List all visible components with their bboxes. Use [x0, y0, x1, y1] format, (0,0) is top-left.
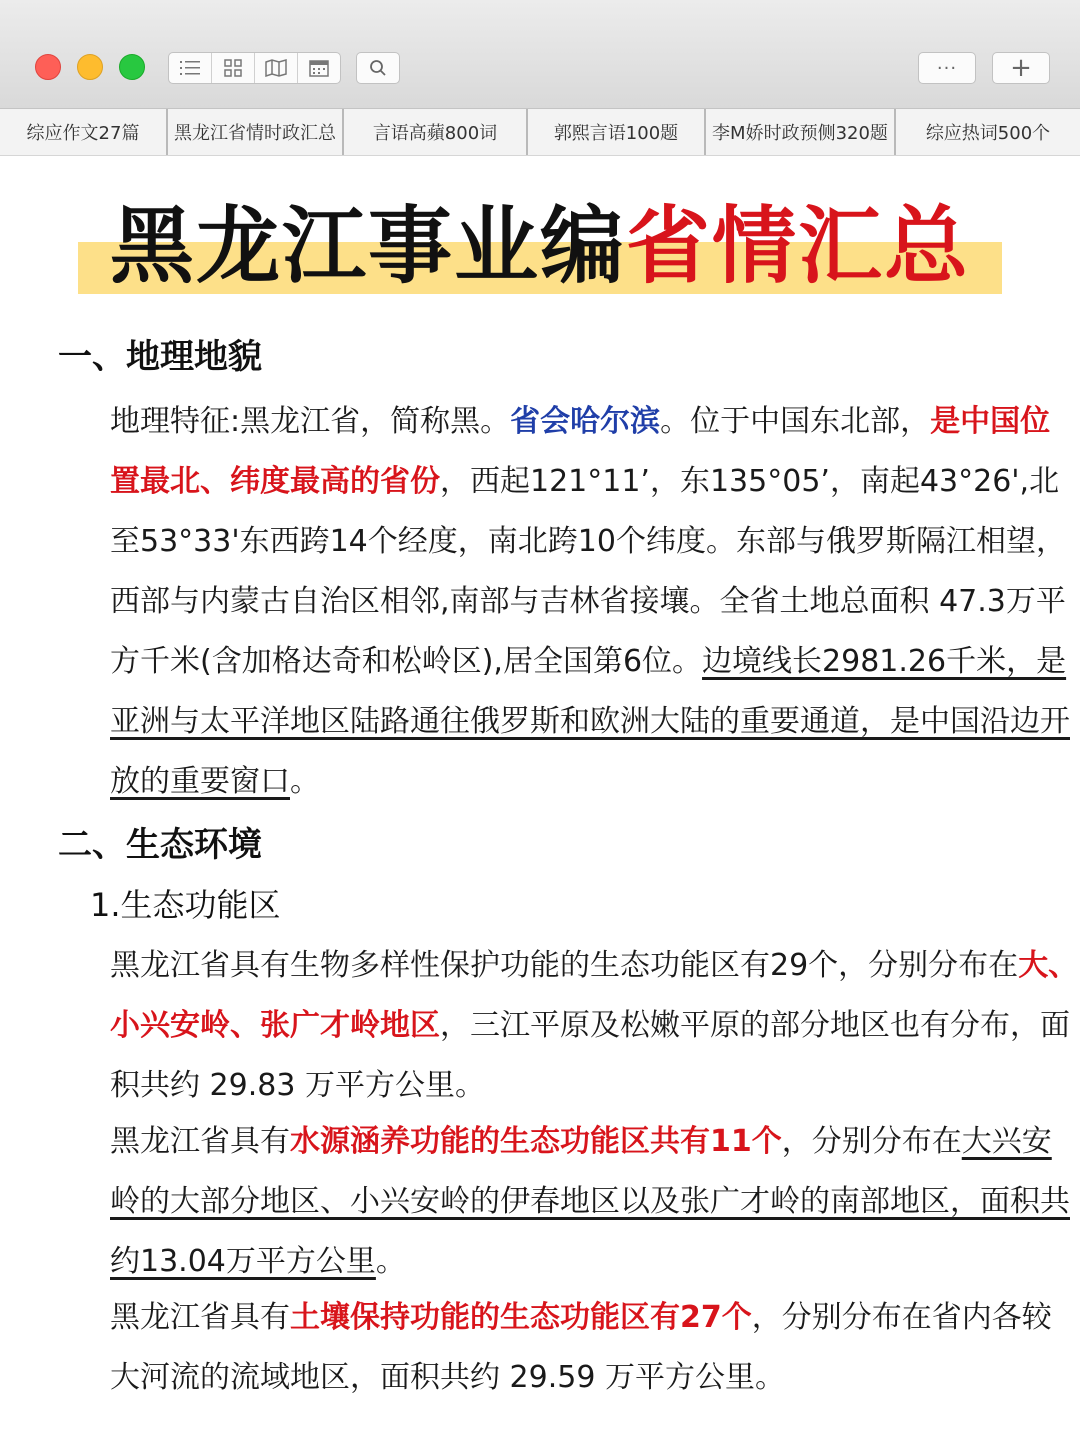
- list-icon: [180, 60, 200, 76]
- text-run: 黑龙江省具有生物多样性保护功能的生态功能区有29个，分别分布在: [110, 948, 1019, 983]
- section1-paragraph: [58, 392, 1080, 812]
- tab-essay[interactable]: 综应作文27篇: [0, 109, 168, 155]
- section1-heading: 一、地理地貌: [58, 337, 262, 377]
- text-run: 地理特征:黑龙江省，简称黑。: [110, 404, 511, 439]
- tab-bar: [0, 109, 1080, 156]
- search-icon: [369, 59, 387, 77]
- text-run: 。: [375, 1244, 406, 1279]
- text-run: ，分别分布在: [781, 1124, 962, 1159]
- grid-icon: [224, 59, 242, 77]
- window-titlebar: [0, 0, 1080, 109]
- text-run: ，分别分布在省内各较大河流的流域地区，面积共约 29.59 万平方公里。: [110, 1300, 1052, 1395]
- text-run: 。: [290, 764, 320, 799]
- text-run: 黑龙江省具有: [110, 1124, 290, 1159]
- northernmost-highlight: 是中国位置最北、纬度最高的省份: [110, 404, 1051, 499]
- tab-current-affairs[interactable]: 李M娇时政预侧320题: [706, 109, 896, 155]
- title-red-part: 省情汇总: [626, 196, 971, 295]
- soil-paragraph: [58, 1288, 1080, 1408]
- tab-hot-words[interactable]: 综应热词500个: [925, 123, 1051, 144]
- search-button[interactable]: [356, 52, 400, 84]
- border-underline: 边境线长2981.26千米，是亚洲与太平洋地区陆路通往俄罗斯和欧洲大陆的重要通道，是中国沿边开放的重要窗口: [110, 644, 1070, 799]
- tab-provincial-summary[interactable]: 黑龙江省情时政汇总: [168, 109, 344, 155]
- more-button[interactable]: ···: [918, 52, 976, 84]
- page-title: [78, 198, 1002, 296]
- add-button[interactable]: +: [992, 52, 1050, 84]
- list-view-button[interactable]: [169, 53, 212, 83]
- capital-highlight: 省会哈尔滨: [510, 404, 661, 439]
- text-run: ，西起121°11’，东135°05’，南起43°26',北至53°33'东西跨14个经度，南北跨10个纬度。东部与俄罗斯隔江相望，西部与内蒙古自治区相邻,南部与吉林省接壤。全省土地总面积 47.3万平方千米(含加格达奇和松岭区),居全国第6位。: [110, 464, 1066, 679]
- water-paragraph: [58, 1112, 1080, 1292]
- tab-vocabulary[interactable]: 言语高蘋800词: [344, 109, 528, 155]
- grid-view-button[interactable]: [212, 53, 255, 83]
- minimize-window-button[interactable]: [77, 54, 103, 80]
- close-window-button[interactable]: [35, 54, 61, 80]
- text-run: 。位于中国东北部，: [660, 404, 931, 439]
- title-black-part: 黑龙江事业编: [109, 196, 626, 295]
- title-text: [78, 198, 1002, 294]
- tab-language-questions[interactable]: 郭熙言语100题: [528, 109, 706, 155]
- map-icon: [265, 59, 287, 77]
- text-run: 黑龙江省具有: [110, 1300, 290, 1335]
- soil-highlight: 土壤保持功能的生态功能区有27个: [290, 1300, 752, 1335]
- region-highlight: 大、小兴安岭、张广才岭地区: [110, 948, 1079, 1043]
- section2-heading: 二、生态环境: [58, 825, 262, 865]
- calendar-view-button[interactable]: [298, 53, 340, 83]
- text-run: ，三江平原及松嫩平原的部分地区也有分布，面积共约 29.83 万平方公里。: [110, 1008, 1070, 1103]
- zoom-window-button[interactable]: [119, 54, 145, 80]
- map-view-button[interactable]: [255, 53, 298, 83]
- calendar-icon: [309, 59, 329, 77]
- view-switcher: [168, 52, 341, 84]
- subsection-heading: 1.生态功能区: [90, 886, 281, 924]
- biodiversity-paragraph: [58, 936, 1080, 1116]
- water-underline: 大兴安岭的大部分地区、小兴安岭的伊春地区以及张广才岭的南部地区，面积共约13.04万平方公里: [110, 1124, 1070, 1279]
- water-highlight: 水源涵养功能的生态功能区共有11个: [290, 1124, 782, 1159]
